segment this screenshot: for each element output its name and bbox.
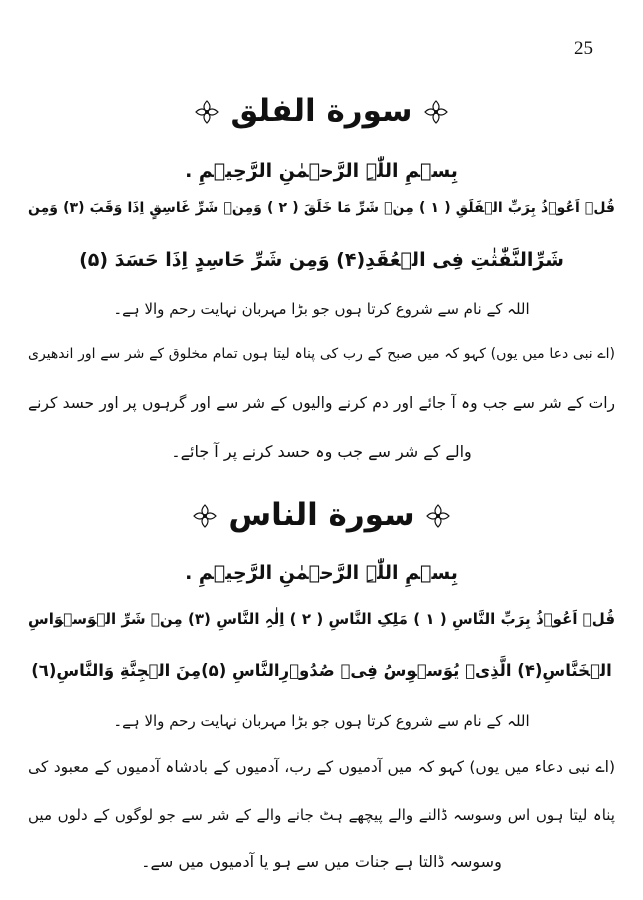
falaq-translation-bismillah: اللہ کے نام سے شروع کرتا ہوں جو بڑا مہربان نہایت رحم والا ہے۔ bbox=[113, 300, 530, 318]
falaq-title-block bbox=[0, 93, 643, 129]
nas-translation-line-2: پناہ لیتا ہوں اس وسوسہ ڈالنے والے پیچھے ہٹ جانے والے کے شر سے جو لوگوں کے دلوں میں bbox=[28, 806, 615, 824]
falaq-bismillah: بِسۡمِ اللّٰہِ الرَّحۡمٰنِ الرَّحِیۡمِ . bbox=[185, 160, 458, 182]
falaq-title: سورة الفلق bbox=[230, 93, 413, 129]
ornament-right-icon bbox=[192, 503, 218, 529]
nas-title: سورة الناس bbox=[228, 497, 415, 533]
nas-ayah-line-1: قُلۡ اَعُوۡذُ بِرَبِّ النَّاسِ ( ١ ) مَلِکِ النَّاسِ ( ٢ ) اِلٰہِ النَّاسِ (٣) مِنۡ شَرِّ الۡوَسۡوَاسِ bbox=[28, 610, 616, 628]
page-number: 25 bbox=[574, 38, 593, 59]
falaq-ayah-line-2: شَرِّالنَّفّٰثٰتِ فِی الۡعُقَدِ(۴) وَمِن شَرِّ حَاسِدٍ اِذَا حَسَدَ (۵) bbox=[79, 249, 564, 271]
falaq-translation-line-2: رات کے شر سے جب وہ آ جائے اور دم کرنے والیوں کے شر سے اور گرہوں پر اور حسد کرنے bbox=[28, 394, 615, 412]
ornament-left-icon bbox=[425, 503, 451, 529]
ornament-right-icon bbox=[194, 99, 220, 125]
ornament-left-icon bbox=[423, 99, 449, 125]
nas-translation-bismillah: اللہ کے نام سے شروع کرتا ہوں جو بڑا مہربان نہایت رحم والا ہے۔ bbox=[113, 712, 530, 730]
falaq-translation-line-1: (اے نبی دعا میں یوں) کہو کہ میں صبح کے رب کی پناہ لیتا ہوں تمام مخلوق کے شر سے اور اندھیری bbox=[28, 346, 615, 362]
falaq-ayah-line-1: قُلۡ اَعُوۡذُ بِرَبِّ الۡفَلَقِ ( ١ ) مِنۡ شَرِّ مَا خَلَقَ ( ٢ ) وَمِنۡ شَرِّ غَاسِقٍ اِذَا وَقَبَ (٣) وَمِن bbox=[28, 200, 615, 216]
nas-translation-line-1: (اے نبی دعاء میں یوں) کہو کہ میں آدمیوں کے رب، آدمیوں کے بادشاہ آدمیوں کے معبود کی bbox=[28, 758, 615, 776]
nas-ayah-line-2: الۡخَنَّاسِ(۴) الَّذِیۡ یُوَسۡوِسُ فِیۡ صُدُوۡرِالنَّاسِ (۵)مِنَ الۡجِنَّةِ وَالنَّاسِ(٦) bbox=[31, 661, 612, 680]
nas-title-block bbox=[0, 497, 643, 533]
falaq-translation-line-3: والے کے شر سے جب وہ حسد کرنے پر آ جائے۔ bbox=[171, 442, 472, 461]
nas-translation-line-3: وسوسہ ڈالتا ہے جنات میں سے ہو یا آدمیوں میں سے۔ bbox=[141, 852, 502, 871]
nas-bismillah: بِسۡمِ اللّٰہِ الرَّحۡمٰنِ الرَّحِیۡمِ . bbox=[185, 562, 458, 584]
